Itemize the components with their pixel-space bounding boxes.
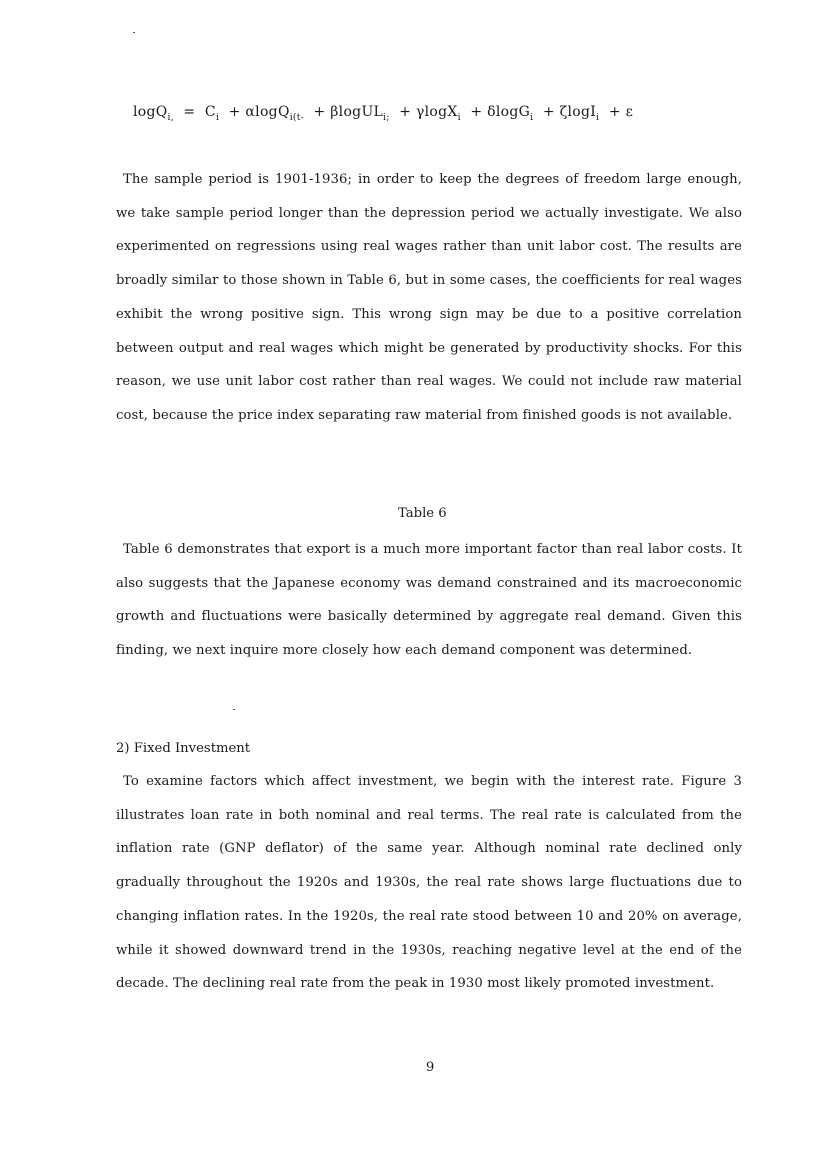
paragraph-text: The sample period is 1901-1936; in order to keep the degrees of freedom large enough, we take sample period longer than the depression period we actually investigate. We also experimented on regressions using real wages rather than unit labor cost. The results are broadly similar to those shown in Table 6, but in some cases, the coefficients for real wages exhibit the wrong positive sign. This wrong sign may be due to a positive correlation between output and real wages which might be generated by productivity shocks. For this reason, we use unit labor cost rather than real wages. We could not include raw material cost, because the price index separating raw material from finished goods is not available. [116,172,742,423]
paragraph-text: Table 6 demonstrates that export is a much more important factor than real labor costs. It also suggests that the Japanese economy was demand constrained and its macroeconomic growth and fluctuations were basically determined by aggregate real demand. Given this finding, we next inquire more closely how each demand component was determined. [116,542,742,659]
equation-subscript: i, [167,112,174,123]
equation-subscript: i [596,112,600,123]
paragraph-text: To examine factors which affect investment, we begin with the interest rate. Figure 3 illustrates loan rate in both nominal and real terms. The real rate is calculated from the inflation rate (GNP deflator) of the same year. Although nominal rate declined only gradually throughout the 1920s and 1930s, the real rate shows large fluctuations due to changing inflation rates. In the 1920s, the real rate stood between 10 and 20% on average, while it showed downward trend in the 1930s, reaching negative level at the end of the decade. The declining real rate from the peak in 1930 most likely promoted investment. [116,774,742,992]
equation-term: C [204,104,216,120]
equation-subscript: i [457,112,461,123]
equation-term: + βlogUL [313,104,384,120]
paragraph-fixed-investment [116,765,742,1001]
paragraph-table-discussion [116,533,742,668]
equation-term: + δlogG [470,104,531,120]
equation-term: + ζlogI [542,104,597,120]
section-heading: 2) Fixed Investment [116,741,251,756]
equation-subscript: i(t- [289,112,304,123]
equation-term: + ε [608,104,634,120]
scan-speck [233,709,235,710]
equation-subscript: i; [383,112,390,123]
scan-speck [133,32,135,33]
paragraph-sample-period [116,163,742,433]
table-reference: Table 6 [398,506,447,521]
regression-equation: $\log Q_{i,} = C_i + \alpha\log Q_{i(t-}$ + βlogUL$_{i;}$ + γlogX$_i$ + δlogG$_i$ + ζlogI$_i$ + ε [133,104,634,123]
equation-term: + γlogX [399,104,458,120]
equation-subscript: i [215,112,220,123]
equation-lhs: logQ [133,104,168,120]
equation-subscript: i [530,112,534,123]
equation-term: + αlogQ [228,104,290,120]
page-number: 9 [426,1060,435,1075]
